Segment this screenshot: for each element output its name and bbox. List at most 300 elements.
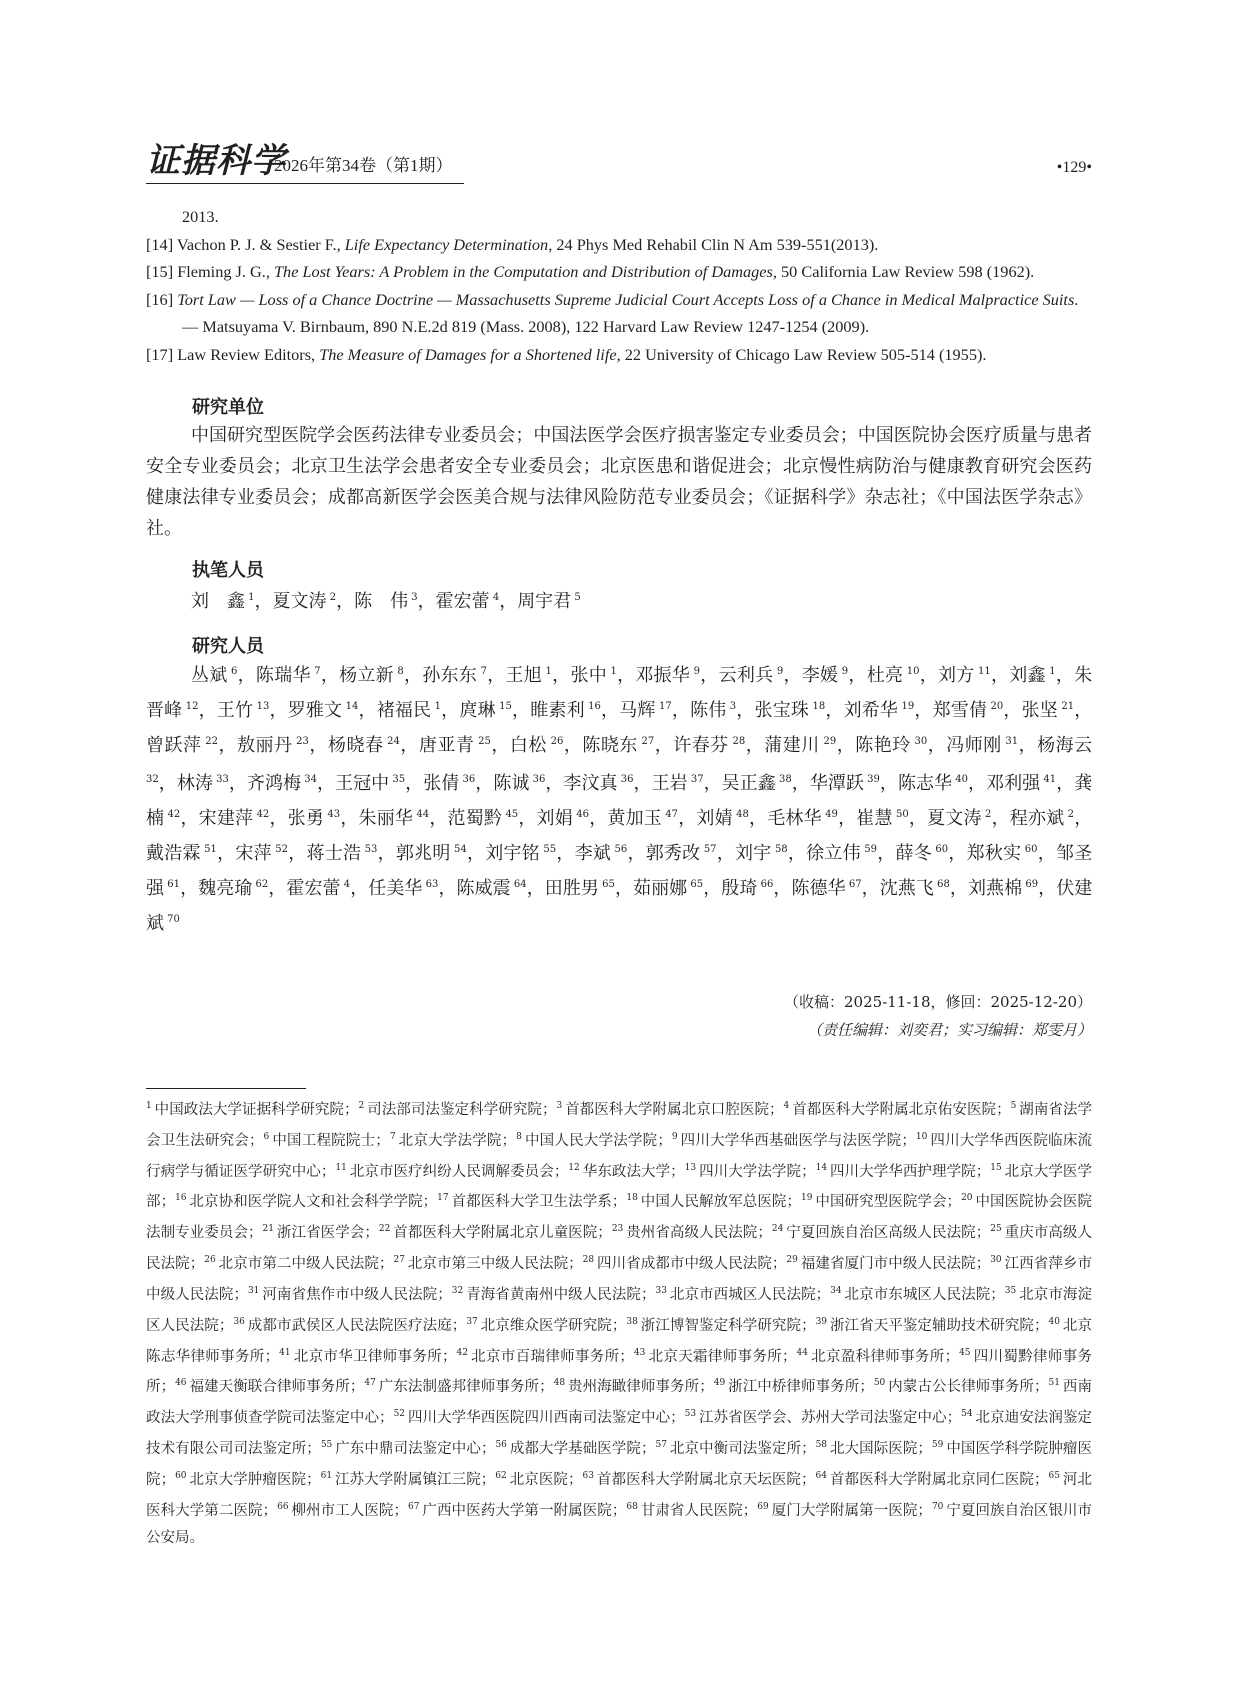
footnote-text: 青海省黄南州中级人民法院； [466, 1286, 656, 1303]
footnote-text: 华东政法大学； [582, 1163, 685, 1180]
footnote-marker: 64 [815, 1470, 830, 1481]
affiliation-marker: 2 [981, 809, 992, 820]
person-name: 刘鑫 [1009, 665, 1046, 686]
footnote-marker: 28 [582, 1255, 598, 1266]
person-name: 张中 [570, 665, 607, 686]
affiliation-marker: 38 [775, 774, 792, 785]
footnote-text: 北京市东城区人民法院； [844, 1286, 1005, 1303]
footnote-text: 宁夏回族自治区银川市公安局。 [146, 1502, 1092, 1546]
footnote-marker: 51 [1048, 1378, 1063, 1389]
person-name: 刘宇 [735, 843, 772, 864]
footnote-marker: 40 [1048, 1316, 1063, 1327]
person-name: 茹丽娜 [633, 878, 688, 899]
person-name: 郑雪倩 [932, 700, 988, 721]
footnote-marker: 65 [1048, 1470, 1063, 1481]
footnote-text: 四川省成都市中级人民法院； [597, 1255, 787, 1272]
person-name: 杨晓春 [327, 735, 384, 756]
person-name: 邓振华 [635, 665, 691, 686]
affiliation-marker: 37 [687, 774, 704, 785]
footnote-text: 北京市海淀区人民法院； [146, 1286, 1092, 1334]
reference-15 [146, 258, 1092, 286]
footnote-marker: 70 [931, 1501, 947, 1512]
person-name: 丛斌 [191, 665, 228, 686]
person-name: 刘希华 [843, 700, 899, 721]
footnote-marker: 4 [783, 1101, 793, 1111]
footnote-text: 北大国际医院； [829, 1440, 932, 1457]
person-name: 邹圣强 [146, 843, 1093, 899]
reference-source: 24 Phys Med Rehabil Clin N Am 539-551(2013). [552, 234, 879, 254]
footnote-marker: 12 [568, 1162, 583, 1173]
footnote-text: 北京大学肿瘤医院； [189, 1471, 321, 1488]
footnote-text: 中国人民解放军总医院； [640, 1194, 801, 1211]
person-name: 杜亮 [866, 665, 904, 686]
footnote-text: 四川大学华西医院临床流行病学与循证医学研究中心； [146, 1132, 1093, 1180]
reference-number: [17] [146, 344, 174, 364]
footnote-marker: 52 [393, 1409, 408, 1420]
footnote-marker: 39 [815, 1316, 830, 1327]
person-name: 徐立伟 [806, 843, 861, 864]
person-name: 魏亮瑜 [198, 878, 253, 899]
person-name: 刘宇铭 [485, 843, 540, 864]
footnote-marker: 61 [320, 1470, 336, 1481]
affiliation-marker: 51 [200, 844, 217, 855]
affiliation-marker: 24 [383, 736, 400, 747]
reference-continuation: 2013. [182, 207, 219, 226]
footnote-marker: 16 [175, 1193, 190, 1204]
affiliation-marker: 30 [910, 736, 928, 747]
footnote-text: 西南政法大学刑事侦查学院司法鉴定中心； [146, 1379, 1092, 1427]
footnote-marker: 56 [495, 1440, 510, 1451]
affiliation-marker: 52 [271, 844, 288, 855]
received-revised-dates: （收稿：2025-11-18，修回：2025-12-20） [784, 993, 1092, 1011]
footnote-marker: 25 [990, 1224, 1005, 1235]
person-name: 孙东东 [422, 665, 478, 686]
footnote-text: 重庆市高级人民法院； [146, 1225, 1092, 1272]
affiliation-marker: 47 [661, 809, 679, 820]
affiliation-marker: 65 [687, 879, 704, 890]
footnote-text: 中国人民大学法学院； [524, 1132, 672, 1149]
references-list [146, 203, 1092, 368]
person-name: 殷琦 [721, 878, 758, 899]
footnote-rule [146, 1088, 306, 1089]
affiliation-marker: 65 [598, 879, 615, 890]
footnote-text: 北京维众医学研究院； [480, 1317, 627, 1334]
footnote-marker: 27 [393, 1255, 408, 1266]
footnote-text: 甘肃省人民医院； [640, 1502, 758, 1519]
footnote-marker: 50 [873, 1378, 889, 1389]
footnote-marker: 59 [931, 1440, 947, 1451]
footnote-text: 首都医科大学附属北京口腔医院； [565, 1101, 784, 1118]
footnote-text: 中国医院协会医院法制专业委员会； [146, 1194, 1092, 1242]
affiliation-marker: 63 [422, 879, 439, 890]
reference-source: . — Matsuyama V. Birnbaum, 890 N.E.2d 819 (Mass. 2008), 122 Harvard Law Review 1247-1254 (2009). [182, 289, 1079, 336]
footnote-marker: 2 [358, 1101, 368, 1111]
person-name: 李媛 [801, 665, 839, 686]
footnote-marker: 47 [364, 1378, 379, 1389]
footnote-marker: 17 [437, 1193, 452, 1204]
person-name: 黄加玉 [607, 808, 662, 829]
affiliation-marker: 7 [477, 666, 487, 677]
affiliation-marker: 20 [987, 701, 1004, 712]
affiliation-marker: 7 [310, 666, 321, 677]
person-name: 龚楠 [146, 773, 1093, 829]
affiliation-marker: 2 [326, 592, 337, 603]
person-name: 毛林华 [767, 808, 822, 829]
affiliation-marker: 25 [474, 736, 491, 747]
person-name: 夏文涛 [927, 808, 982, 829]
footnote-text: 四川大学华西医院四川西南司法鉴定中心； [407, 1410, 685, 1427]
person-name: 沈燕飞 [879, 878, 934, 899]
affiliation-marker: 1 [431, 701, 441, 712]
reference-source: 22 University of Chicago Law Review 505-514 (1955). [620, 344, 987, 364]
footnote-marker: 46 [175, 1378, 190, 1389]
footnote-marker: 1 [146, 1101, 155, 1111]
person-name: 褚福民 [376, 700, 432, 721]
affiliation-marker: 22 [201, 736, 218, 747]
affiliation-marker: 45 [502, 809, 519, 820]
footnote-marker: 3 [556, 1101, 566, 1111]
footnote-text: 四川大学华西基础医学与法医学院； [680, 1132, 916, 1149]
journal-logo: 证据科学 [146, 141, 286, 181]
affiliation-marker: 1 [1045, 666, 1056, 677]
footnote-marker: 24 [771, 1224, 787, 1235]
person-name: 冯师刚 [946, 735, 1002, 756]
affiliation-marker: 61 [164, 879, 181, 890]
person-name: 杨立新 [339, 665, 394, 686]
reference-14 [146, 231, 1092, 259]
affiliation-marker: 9 [773, 666, 784, 677]
affiliation-marker: 31 [1001, 736, 1019, 747]
person-name: 曾跃萍 [146, 735, 202, 756]
affiliation-marker: 60 [1021, 844, 1038, 855]
person-name: 范蜀黔 [447, 808, 503, 829]
affiliation-marker: 11 [974, 666, 991, 677]
footnote-text: 浙江省天平鉴定辅助技术研究院； [829, 1317, 1049, 1334]
affiliation-marker: 1 [542, 666, 552, 677]
footnote-text: 贵州海瞰律师事务所； [568, 1379, 714, 1396]
footnote-marker: 48 [553, 1378, 569, 1389]
person-name: 陈德华 [791, 878, 846, 899]
footnote-marker: 66 [277, 1501, 292, 1512]
affiliation-marker: 43 [324, 809, 341, 820]
footnote-marker: 54 [961, 1409, 976, 1420]
footnote-marker: 44 [796, 1347, 812, 1358]
footnote-text: 中国工程院院士； [272, 1132, 390, 1149]
affiliation-marker: 62 [252, 879, 269, 890]
footnote-marker: 38 [626, 1316, 641, 1327]
person-name: 陈威震 [456, 878, 511, 899]
footnote-marker: 49 [713, 1378, 729, 1389]
footnote-text: 中国政法大学证据科学研究院； [154, 1101, 359, 1118]
footnote-text: 北京市西城区人民法院； [669, 1286, 831, 1303]
affiliation-marker: 64 [510, 879, 527, 890]
affiliation-marker: 50 [892, 809, 909, 820]
footnote-marker: 19 [801, 1193, 816, 1204]
affiliation-marker: 46 [572, 809, 590, 820]
affiliation-marker: 23 [292, 736, 309, 747]
person-name: 庹琳 [459, 700, 496, 721]
affiliation-marker: 6 [227, 666, 238, 677]
affiliation-marker: 36 [459, 774, 476, 785]
footnote-text: 北京市第三中级人民法院； [407, 1255, 583, 1272]
person-name: 陈诚 [493, 773, 530, 794]
reference-17 [146, 341, 1092, 369]
person-name: 华潭跃 [809, 773, 864, 794]
footnote-marker: 22 [378, 1224, 394, 1235]
affiliation-marker: 42 [253, 809, 270, 820]
person-name: 陈晓东 [582, 735, 638, 756]
affiliation-marker: 36 [529, 774, 546, 785]
footnote-marker: 33 [655, 1285, 670, 1296]
affiliation-marker: 13 [253, 701, 270, 712]
person-name: 刘方 [937, 665, 975, 686]
person-name: 朱晋峰 [146, 665, 1093, 721]
footnote-marker: 32 [451, 1285, 467, 1296]
person-name: 霍宏蕾 [286, 878, 341, 899]
footnote-marker: 5 [1010, 1101, 1020, 1111]
person-name: 蒲建川 [764, 735, 820, 756]
affiliation-marker: 12 [182, 701, 199, 712]
writers-block [146, 582, 1092, 617]
affiliation-marker: 27 [637, 736, 655, 747]
footnote-text: 广西中医药大学第一附属医院； [422, 1502, 627, 1519]
affiliation-marker: 14 [342, 701, 359, 712]
footnote-text: 四川大学华西护理学院； [829, 1163, 991, 1180]
footnote-marker: 35 [1004, 1285, 1020, 1296]
person-name: 刘婧 [696, 808, 733, 829]
person-name: 陈 伟 [354, 591, 409, 612]
person-name: 陈艳玲 [855, 735, 911, 756]
person-name: 霍宏蕾 [435, 591, 490, 612]
person-name: 邓利强 [986, 773, 1041, 794]
affiliation-marker: 41 [1040, 774, 1057, 785]
affiliation-marker: 54 [450, 844, 467, 855]
footnote-marker: 68 [626, 1501, 641, 1512]
footnote-text: 北京市华卫律师事务所； [293, 1348, 457, 1365]
affiliation-marker: 33 [212, 774, 229, 785]
affiliation-marker: 16 [584, 701, 601, 712]
footnote-text: 北京盈科律师事务所； [811, 1348, 960, 1365]
affiliation-marker: 4 [489, 592, 500, 603]
footnote-text: 四川蜀黔律师事务所； [146, 1348, 1092, 1396]
footnote-text: 成都市武侯区人民法院医疗法庭； [247, 1317, 467, 1334]
footnote-marker: 31 [247, 1285, 263, 1296]
person-name: 齐鸿梅 [246, 773, 302, 794]
affiliation-marker: 8 [393, 666, 404, 677]
footnote-text: 首都医科大学卫生法学系； [451, 1194, 627, 1211]
footnote-marker: 18 [626, 1193, 641, 1204]
person-name: 云利兵 [718, 665, 774, 686]
footnote-text: 中国医学科学院肿瘤医院； [146, 1440, 1092, 1488]
footnote-marker: 20 [961, 1193, 976, 1204]
footnote-text: 江苏省医学会、苏州大学司法鉴定中心； [699, 1410, 962, 1427]
footnote-text: 宁夏回族自治区高级人民法院； [786, 1225, 991, 1242]
footnote-text: 湖南省法学会卫生法研究会； [146, 1101, 1093, 1149]
reference-authors: Law Review Editors, [177, 344, 320, 364]
footnote-marker: 42 [456, 1347, 472, 1358]
person-name: 程亦斌 [1009, 808, 1065, 829]
person-name: 许春芬 [673, 735, 729, 756]
reference-title: The Measure of Damages for a Shortened life, [319, 344, 621, 364]
affiliation-marker: 58 [771, 844, 788, 855]
affiliation-marker: 49 [821, 809, 838, 820]
person-name: 刘娟 [536, 808, 573, 829]
affiliation-marker: 5 [571, 592, 581, 603]
editors-credit: （责任编辑：刘奕君；实习编辑：郑雯月） [806, 1021, 1092, 1039]
footnote-marker: 23 [611, 1224, 627, 1235]
affiliation-marker: 18 [809, 701, 826, 712]
footnote-text: 浙江中桥律师事务所； [728, 1379, 874, 1396]
reference-16 [146, 286, 1092, 341]
affiliation-marker: 44 [413, 809, 430, 820]
writers-heading: 执笔人员 [192, 560, 264, 581]
person-name: 田胜男 [544, 878, 599, 899]
person-name: 崔慧 [856, 808, 893, 829]
affiliation-marker: 2 [1064, 809, 1075, 820]
person-name: 郑秋实 [966, 843, 1022, 864]
person-name: 郭兆明 [395, 843, 451, 864]
reference-title: Tort Law — Loss of a Chance Doctrine — Massachusetts Supreme Judicial Court Accepts Loss of a Chance in Medical Malpractice Suits [177, 289, 1075, 309]
affiliation-marker: 53 [361, 844, 378, 855]
reference-number: [16] [146, 289, 174, 309]
footnote-text: 首都医科大学附属北京佑安医院； [792, 1101, 1011, 1118]
affiliation-marker: 69 [1022, 879, 1039, 890]
footnote-text: 北京市百瑞律师事务所； [471, 1348, 634, 1365]
footnote-marker: 7 [389, 1131, 399, 1142]
affiliation-marker: 36 [617, 774, 634, 785]
footnote-text: 厦门大学附属第一医院； [771, 1502, 932, 1519]
footnote-text: 北京大学医学部； [146, 1163, 1092, 1211]
footnote-marker: 9 [671, 1131, 681, 1142]
footnote-marker: 34 [830, 1285, 845, 1296]
affiliation-marker: 60 [932, 844, 949, 855]
footnote-text: 北京协和医学院人文和社会科学学院； [189, 1194, 438, 1211]
person-name: 马辉 [619, 700, 656, 721]
footnote-text: 北京中衡司法鉴定所； [669, 1440, 816, 1457]
reference-number: [14] [146, 234, 174, 254]
person-name: 蒋士浩 [306, 843, 362, 864]
footnote-text: 中国研究型医院学会； [815, 1194, 962, 1211]
person-name: 张坚 [1021, 700, 1058, 721]
footnote-marker: 26 [204, 1255, 219, 1266]
footnote-marker: 10 [915, 1131, 931, 1142]
footnote-text: 北京市第二中级人民法院； [218, 1255, 394, 1272]
person-name: 睢素利 [530, 700, 585, 721]
person-name: 王岩 [651, 773, 688, 794]
footnote-text: 北京迪安法润鉴定技术有限公司司法鉴定所； [146, 1410, 1093, 1457]
footnote-text: 浙江省医学会； [276, 1225, 379, 1242]
footnote-text: 首都医科大学附属北京天坛医院； [596, 1471, 816, 1488]
affiliation-marker: 1 [245, 592, 255, 603]
manuscript-dates [784, 988, 1092, 1044]
footnote-text: 北京医院； [509, 1471, 583, 1488]
footnote-text: 河北医科大学第二医院； [146, 1471, 1092, 1519]
person-name: 林涛 [176, 773, 213, 794]
affiliation-marker: 1 [607, 666, 617, 677]
footnote-text: 浙江博智鉴定科学研究院； [640, 1317, 816, 1334]
affiliation-marker: 67 [845, 879, 862, 890]
person-name: 罗雅文 [287, 700, 343, 721]
footnote-marker: 13 [684, 1162, 700, 1173]
person-name: 周宇君 [517, 591, 572, 612]
footnote-marker: 69 [757, 1501, 772, 1512]
affiliation-marker: 17 [655, 701, 672, 712]
person-name: 陈志华 [897, 773, 953, 794]
footnote-marker: 45 [959, 1347, 974, 1358]
affiliation-marker: 42 [164, 809, 181, 820]
research-units-text-block [146, 420, 1092, 544]
reference-authors: Vachon P. J. & Sestier F., [176, 234, 345, 254]
affiliation-marker: 34 [301, 774, 317, 785]
footnote-marker: 62 [495, 1470, 510, 1481]
affiliation-marker: 55 [539, 844, 557, 855]
person-name: 王竹 [216, 700, 254, 721]
footnote-marker: 67 [408, 1501, 423, 1512]
header-rule [146, 183, 464, 184]
footnote-text: 福建省厦门市中级人民法院； [800, 1255, 991, 1272]
footnote-marker: 6 [263, 1131, 273, 1142]
footnote-marker: 15 [990, 1162, 1005, 1173]
person-name: 李斌 [574, 843, 612, 864]
footnote-text: 江苏大学附属镇江三院； [335, 1471, 496, 1488]
footnote-marker: 21 [262, 1224, 277, 1235]
person-name: 王旭 [505, 665, 543, 686]
affiliation-marker: 3 [408, 592, 418, 603]
person-name: 刘燕棉 [967, 878, 1023, 899]
footnote-text: 司法部司法鉴定科学研究院； [367, 1101, 557, 1118]
footnote-text: 北京天霜律师事务所； [648, 1348, 797, 1365]
affiliation-marker: 57 [700, 844, 717, 855]
footnote-text: 北京市医疗纠纷人民调解委员会； [349, 1163, 569, 1180]
reference-title: Life Expectancy Determination, [344, 234, 553, 254]
footnote-marker: 29 [786, 1255, 801, 1266]
footnote-text: 首都医科大学附属北京同仁医院； [829, 1471, 1049, 1488]
footnote-text: 江西省萍乡市中级人民法院； [146, 1255, 1092, 1303]
footnote-marker: 30 [990, 1255, 1005, 1266]
footnote-marker: 8 [516, 1131, 525, 1142]
researchers-block [146, 656, 1092, 939]
affiliation-marker: 32 [146, 774, 159, 785]
footnote-marker: 55 [320, 1440, 336, 1451]
person-name: 陈瑞华 [255, 665, 311, 686]
researchers-list: 丛斌 $^6$，陈瑞华 $^7$，杨立新 $^8$，孙东东 $^7$，王旭 $^1$，张中 $^1$，邓振华 $^9$，云利兵 $^9$，李媛 $^9$，杜亮 $^{10}$，刘方 $^{11}$，刘鑫 $^1$，朱晋峰 $^{12}$，王竹 $^{13}$，罗雅文 $^{14}$，褚福民 $^1$，庹琳 $^{15}$，睢素利 $^{16}$，马辉 $^{17}$，陈伟 $^3$，张宝珠 $^{18}$，刘希华 $^{19}$，郑雪倩 $^{20}$，张坚 $^{21}$，曾跃萍 $^{22}$，敖丽丹 $^{23}$，杨晓春 $^{24}$，唐亚青 $^{25}$，白松 $^{26}$，陈晓东 $^{27}$，许春芬 $^{28}$，蒲建川 $^{29}$，陈艳玲 $^{30}$，冯师刚 $^{31}$，杨海云 $^{32}$，林涛 $^{33}$，齐鸿梅 $^{34}$，王冠中 $^{35}$，张倩 $^{36}$，陈诚 $^{36}$，李汶真 $^{36}$，王岩 $^{37}$，吴正鑫 $^{38}$，华潭跃 $^{39}$，陈志华 $^{40}$，邓利强 $^{41}$，龚楠 $^{42}$，宋建萍 $^{42}$，张勇 $^{43}$，朱丽华 $^{44}$，范蜀黔 $^{45}$，刘娟 $^{46}$，黄加玉 $^{47}$，刘婧 $^{48}$，毛林华 $^{49}$，崔慧 $^{50}$，夏文涛 $^2$，程亦斌 $^2$，戴浩霖 $^{51}$，宋萍 $^{52}$，蒋士浩 $^{53}$，郭兆明 $^{54}$，刘宇铭 $^{55}$，李斌 $^{56}$，郭秀改 $^{57}$，刘宇 $^{58}$，徐立伟 $^{59}$，薛冬 $^{60}$，郑秋实 $^{60}$，邹圣强 $^{61}$，魏亮瑜 $^{62}$，霍宏蕾 $^4$，任美华 $^{63}$，陈威震 $^{64}$，田胜男 $^{65}$，茹丽娜 $^{65}$，殷琦 $^{66}$，陈德华 $^{67}$，沈燕飞 $^{68}$，刘燕棉 $^{69}$，伏建斌 $^{70}$ [146, 665, 1093, 934]
person-name: 宋萍 [235, 843, 272, 864]
footnote-text: 贵州省高级人民法院； [626, 1225, 772, 1242]
research-units-heading: 研究单位 [192, 397, 264, 418]
affiliation-marker: 39 [863, 774, 880, 785]
affiliation-marker: 10 [903, 666, 920, 677]
reference-number: [15] [146, 262, 174, 281]
reference-title: The Lost Years: A Problem in the Computation and Distribution of Damages, [274, 262, 777, 281]
affiliation-marker: 59 [860, 844, 878, 855]
footnote-text: 首都医科大学附属北京儿童医院； [393, 1225, 612, 1242]
person-name: 王冠中 [335, 773, 390, 794]
affiliation-marker: 56 [611, 844, 628, 855]
affiliation-marker: 28 [728, 736, 746, 747]
footnote-text: 福建天衡联合律师事务所； [189, 1379, 365, 1396]
affiliation-marker: 4 [340, 879, 351, 890]
affiliation-marker: 26 [546, 736, 564, 747]
footnote-marker: 53 [684, 1409, 700, 1420]
footnote-marker: 41 [279, 1347, 294, 1358]
affiliation-marker: 48 [732, 809, 749, 820]
person-name: 唐亚青 [418, 735, 475, 756]
person-name: 朱丽华 [358, 808, 414, 829]
research-units-text: 中国研究型医院学会医药法律专业委员会；中国法医学会医疗损害鉴定专业委员会；中国医院协会医疗质量与患者安全专业委员会；北京卫生法学会患者安全专业委员会；北京医患和谐促进会；北京慢性病防治与健康教育研究会医药健康法律专业委员会；成都高新医学会医美合规与法律风险防范专业委员会；《证据科学》杂志社；《中国法医学杂志》社。 [146, 425, 1092, 539]
affiliation-marker: 15 [495, 701, 512, 712]
reference-authors: Fleming J. G., [177, 262, 274, 281]
footnote-marker: 11 [335, 1162, 350, 1173]
